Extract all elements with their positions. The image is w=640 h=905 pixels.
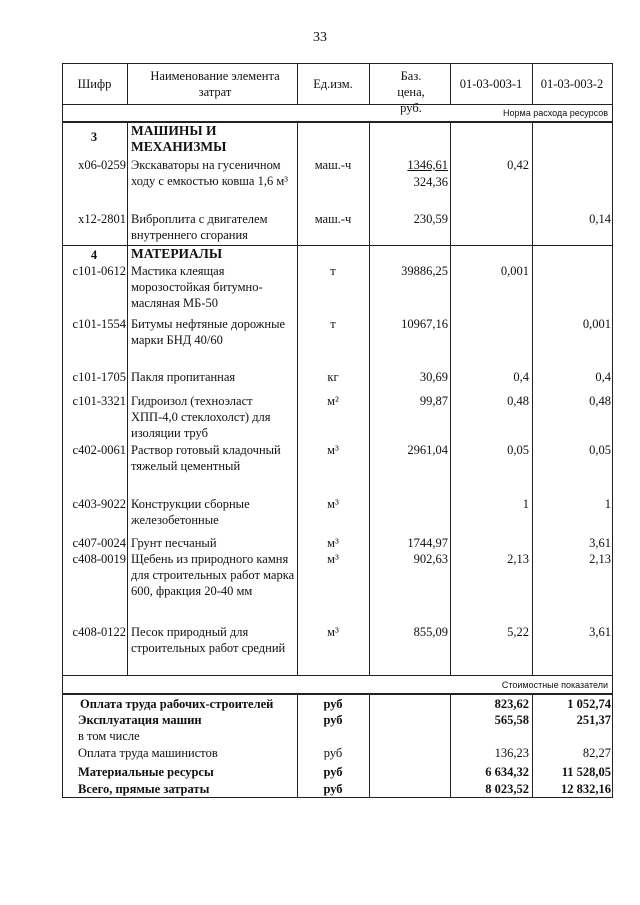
table-row-price: 2961,04 xyxy=(407,443,448,457)
table-row-code: с403-9022 xyxy=(72,497,126,511)
table-row-code: с408-0019 xyxy=(72,552,126,566)
table-row-price: 1744,97 xyxy=(407,536,448,550)
table-row-unit: т xyxy=(330,264,336,278)
table-row-v2: 0,14 xyxy=(589,212,611,226)
summary-row-label: Всего, прямые затраты xyxy=(78,782,210,796)
summary-row-v2: 11 528,05 xyxy=(561,765,611,779)
table-row-unit: м³ xyxy=(327,552,339,566)
table-bottom-border xyxy=(62,797,613,798)
table-row-name: Гидроизол (техноэласт ХПП-4,0 стеклохолст) для изоляции труб xyxy=(131,394,271,440)
table-row-unit: м² xyxy=(327,394,339,408)
table-row-unit: м³ xyxy=(327,497,339,511)
table-row-price-secondary: 324,36 xyxy=(413,175,448,189)
table-row-v2: 1 xyxy=(604,497,611,511)
col-divider-unit-body xyxy=(369,122,370,675)
table-row-code: х06-0259 xyxy=(78,158,126,172)
table-row-code: с408-0122 xyxy=(72,625,126,639)
table-row-v2: 3,61 xyxy=(589,536,611,550)
header-name: Наименование элемента затрат xyxy=(150,69,280,99)
table-row-price: 855,09 xyxy=(413,625,448,639)
col-divider-unit xyxy=(369,63,370,104)
summary-row-v1: 6 634,32 xyxy=(485,765,529,779)
summary-row-unit: руб xyxy=(323,746,343,760)
table-row-unit: м³ xyxy=(327,443,339,457)
table-row-v1: 0,001 xyxy=(500,264,529,278)
table-row-unit: м³ xyxy=(327,625,339,639)
table-row-price: 902,63 xyxy=(413,552,448,566)
summary-row-label: Материальные ресурсы xyxy=(78,765,214,779)
header-col1: 01-03-003-1 xyxy=(459,77,523,91)
table-row-code: х12-2801 xyxy=(78,212,126,226)
table-row-code: с402-0061 xyxy=(72,443,126,457)
col-divider-price-body xyxy=(450,122,451,675)
header-col2: 01-03-003-2 xyxy=(540,77,604,91)
summary-row-v2: 251,37 xyxy=(576,713,611,727)
header-code: Шифр xyxy=(77,77,112,91)
summary-row-v2: 12 832,16 xyxy=(561,782,611,796)
table-top-border xyxy=(62,63,613,64)
section4-number: 4 xyxy=(90,248,98,262)
table-row-v1: 0,48 xyxy=(507,394,529,408)
table-row-name: Раствор готовый кладочный тяжелый цементный xyxy=(131,443,281,473)
summary-row-v1: 136,23 xyxy=(494,746,529,760)
table-row-v2: 0,4 xyxy=(595,370,611,384)
table-row-v1: 0,4 xyxy=(513,370,529,384)
table-row-unit: маш.-ч xyxy=(314,158,352,172)
table-row-name: Битумы нефтяные дорожные марки БНД 40/60 xyxy=(131,317,286,347)
header-price: Баз. цена, руб. xyxy=(397,69,425,115)
summary-row-v2: 1 052,74 xyxy=(567,697,611,711)
section3-number: 3 xyxy=(90,130,98,144)
table-row-name: Мастика клеящая морозостойкая битумно-масляная МБ-50 xyxy=(131,264,263,310)
header-unit: Ед.изм. xyxy=(313,77,353,91)
table-row-code: с101-3321 xyxy=(72,394,126,408)
table-row-v2: 0,05 xyxy=(589,443,611,457)
summary-row-v2: 82,27 xyxy=(582,746,611,760)
table-row-price: 99,87 xyxy=(419,394,448,408)
table-row-price: 1346,61 xyxy=(407,158,448,172)
col-divider-v1-sum xyxy=(532,695,533,798)
table-row-code: с101-1554 xyxy=(72,317,126,331)
table-row-name: Грунт песчаный xyxy=(131,536,217,550)
summary-row-unit: руб xyxy=(323,765,343,779)
table-row-code: с407-0024 xyxy=(72,536,126,550)
cost-label-bottom-border xyxy=(62,693,613,695)
summary-row-unit: руб xyxy=(323,713,343,727)
table-row-v2: 0,001 xyxy=(582,317,611,331)
table-border-right xyxy=(612,63,613,798)
table-row-name: Пакля пропитанная xyxy=(131,370,236,384)
col-divider-v1-body xyxy=(532,122,533,675)
table-row-unit: маш.-ч xyxy=(314,212,352,226)
summary-row-v1: 8 023,52 xyxy=(485,782,529,796)
cost-label: Стоимостные показатели xyxy=(501,680,608,690)
section4-title: МАТЕРИАЛЫ xyxy=(131,246,223,261)
summary-row-label: в том числе xyxy=(78,729,140,743)
table-row-v2: 2,13 xyxy=(589,552,611,566)
table-row-v1: 0,42 xyxy=(507,158,529,172)
col-divider-code-body xyxy=(127,122,128,675)
table-row-code: с101-0612 xyxy=(72,264,126,278)
table-row-price: 39886,25 xyxy=(401,264,448,278)
table-row-name: Конструкции сборные железобетонные xyxy=(131,497,250,527)
col-divider-price-sum xyxy=(450,695,451,798)
table-row-v1: 5,22 xyxy=(507,625,529,639)
table-row-unit: т xyxy=(330,317,336,331)
materials-bottom-border xyxy=(62,675,613,676)
table-border-left xyxy=(62,63,63,798)
table-row-v1: 2,13 xyxy=(507,552,529,566)
summary-row-label: Оплата труда машинистов xyxy=(78,746,218,760)
page-number: 33 xyxy=(313,30,327,45)
table-row-price: 230,59 xyxy=(413,212,448,226)
table-row-name: Щебень из природного камня для строительных работ марка 600, фракция 20-40 мм xyxy=(131,552,295,598)
table-row-price: 30,69 xyxy=(419,370,448,384)
table-row-v2: 0,48 xyxy=(589,394,611,408)
col-divider-code xyxy=(127,63,128,104)
table-row-v1: 1 xyxy=(522,497,529,511)
table-row-v1: 0,05 xyxy=(507,443,529,457)
table-row-v2: 3,61 xyxy=(589,625,611,639)
norma-label: Норма расхода ресурсов xyxy=(503,108,608,118)
table-row-name: Песок природный для строительных работ средний xyxy=(131,625,286,655)
table-row-unit: кг xyxy=(327,370,339,384)
table-row-unit: м³ xyxy=(327,536,339,550)
summary-row-v1: 823,62 xyxy=(494,697,529,711)
col-divider-unit-sum xyxy=(369,695,370,798)
summary-row-label: Эксплуатация машин xyxy=(78,713,202,727)
table-row-name: Виброплита с двигателем внутреннего сгорания xyxy=(131,212,268,242)
summary-row-unit: руб xyxy=(323,697,343,711)
summary-row-label: Оплата труда рабочих-строителей xyxy=(80,697,274,711)
header-bottom-border xyxy=(62,104,613,105)
table-row-price: 10967,16 xyxy=(401,317,448,331)
table-row-code: с101-1705 xyxy=(72,370,126,384)
table-row-name: Экскаваторы на гусеничном ходу с емкостью ковша 1,6 м³ xyxy=(131,158,289,188)
section3-title: МАШИНЫ И МЕХАНИЗМЫ xyxy=(131,123,227,154)
summary-row-unit: руб xyxy=(323,782,343,796)
summary-row-v1: 565,58 xyxy=(494,713,529,727)
